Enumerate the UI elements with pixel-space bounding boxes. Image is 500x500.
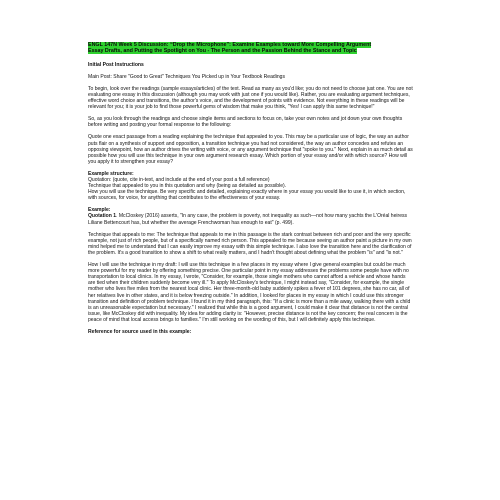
main-post-line: Main Post: Share "Good to Great" Techniques You Picked up in Your Textbook Readings: [88, 73, 285, 80]
example-structure-heading: Example structure:: [88, 170, 134, 177]
example-heading: Example:: [88, 207, 111, 214]
example-structure: [88, 171, 414, 201]
example-quotation: [88, 213, 414, 225]
structure-line: How you will use the technique. Be very specific and detailed, explaining exactly where in your essay you would like to use it, in which section, with sources, for voice, for anything that contributes to the effectiveness of your essay.: [88, 189, 406, 202]
example-section: [88, 207, 414, 225]
title-block: [88, 42, 388, 55]
structure-line: Technique that appealed to you in this quotation and why (being as detailed as possible).: [88, 183, 287, 190]
paragraph-readings: To begin, look over the readings (sample essays/articles) of the text. Read as many as you'd like; you do not need to choose just one. You are not evaluating one essay in this discussion (although you may work with just one if you would like). Rather, you are evaluating argument techniques, effective word choice and transitions, the author's voice, and the development of points with evidence. Not everything in these readings will be relevant for you; it is your job to find those powerful gems of wisdom that make you think, "Yes! I can apply this same technique!": [88, 85, 413, 111]
document-title: ENGL 147N Week 5 Discussion: “Drop the Microphone”: Examine Examples toward More Compelling Argument Essay Drafts, and Putting the Spotlight on You - The Person and the Passion Behind the Stance and Topic: [88, 42, 372, 55]
paragraph-quote-instructions: Quote one exact passage from a reading explaining the technique that appealed to you. This may be a particular use of logic, the way an author puts flair on a synthesis of support and opposition, a transition technique you had not considered, the way an author concedes and refutes an opposing viewpoint, how an author drives the writing with voice, or any argument technique that "spoke to you." Next, explain in as much detail as possible how you will use this technique in your own argument research essay. Which portion of your essay and/or with which source? How will you apply it to strengthen your essay?: [88, 134, 413, 165]
paragraph-notes: So, as you look through the readings and choose single items and sections to focus on, take your own notes and jot down your own thoughts before writing and posting your formal response to the following:: [88, 116, 403, 129]
reference-heading: Reference for source used in this example:: [88, 328, 192, 335]
quotation-label: Quotation 1: [88, 213, 117, 220]
structure-line: Quotation: (quote, cite in-text, and include at the end of your post a full reference): [88, 177, 270, 183]
initial-post-heading: Initial Post Instructions: [88, 61, 144, 68]
paragraph-draft-usage: How I will use the technique in my draft: I will use this technique in a few places in my essay where I give general examples but could be much more powerful for my reader by offering something precise. One particular point in my essay addresses the problems some people have with no transportation to local clinics. In my essay, I wrote, "Consider, for example, those single mothers who cannot afford a vehicle and whose hands are tied when their children suddenly become very ill." To apply McCloskey's technique, I might instead say, "Consider, for example, the single mother who lives five miles from the nearest local clinic. Her three-month-old baby suddenly spikes a fever of 101 degrees, she has no car, all of her relatives live in other states, and it is below freezing outside." In addition, I looked for places in my essay in which I could use this stronger transition and definition of problem technique. I found it in my third paragraph, this: "If a clinic is more than a mile away, walking there with a child is an unreasonable expectation but necessary." I realized that while this is a good argument, I could make it clear that distance is not the central issue, like McCloskey did with inequality. My idea for adding clarity is: "However, precise distance is not the key concern; the real concern is the peace of mind that local access brings to families." I'm still working on the wording of this, but I will definitely apply this technique.: [88, 262, 411, 323]
quotation-text: . McCloskey (2016) asserts, "In any case, the problem is poverty, not inequality as such—not how many yachts the L'Oréal heiress Liliane Bettencourt has, but whether the average Frenchwoman has enough to eat" (p. 499).: [88, 213, 408, 226]
paragraph-technique: Technique that appeals to me: The technique that appeals to me in this passage is the stark contrast between rich and poor and the very specific example, not just of rich people, but of a specifically named rich person. This appealed to me because seeing an author paint a picture in my own mind helped me to understand that I can easily improve my essay with this simple technique. I also love the transition here and the clarification of the problem. It's a good transition to show a shift to what really matters, and I hadn't thought about defining what the problem "is" and "is not.": [88, 231, 412, 256]
